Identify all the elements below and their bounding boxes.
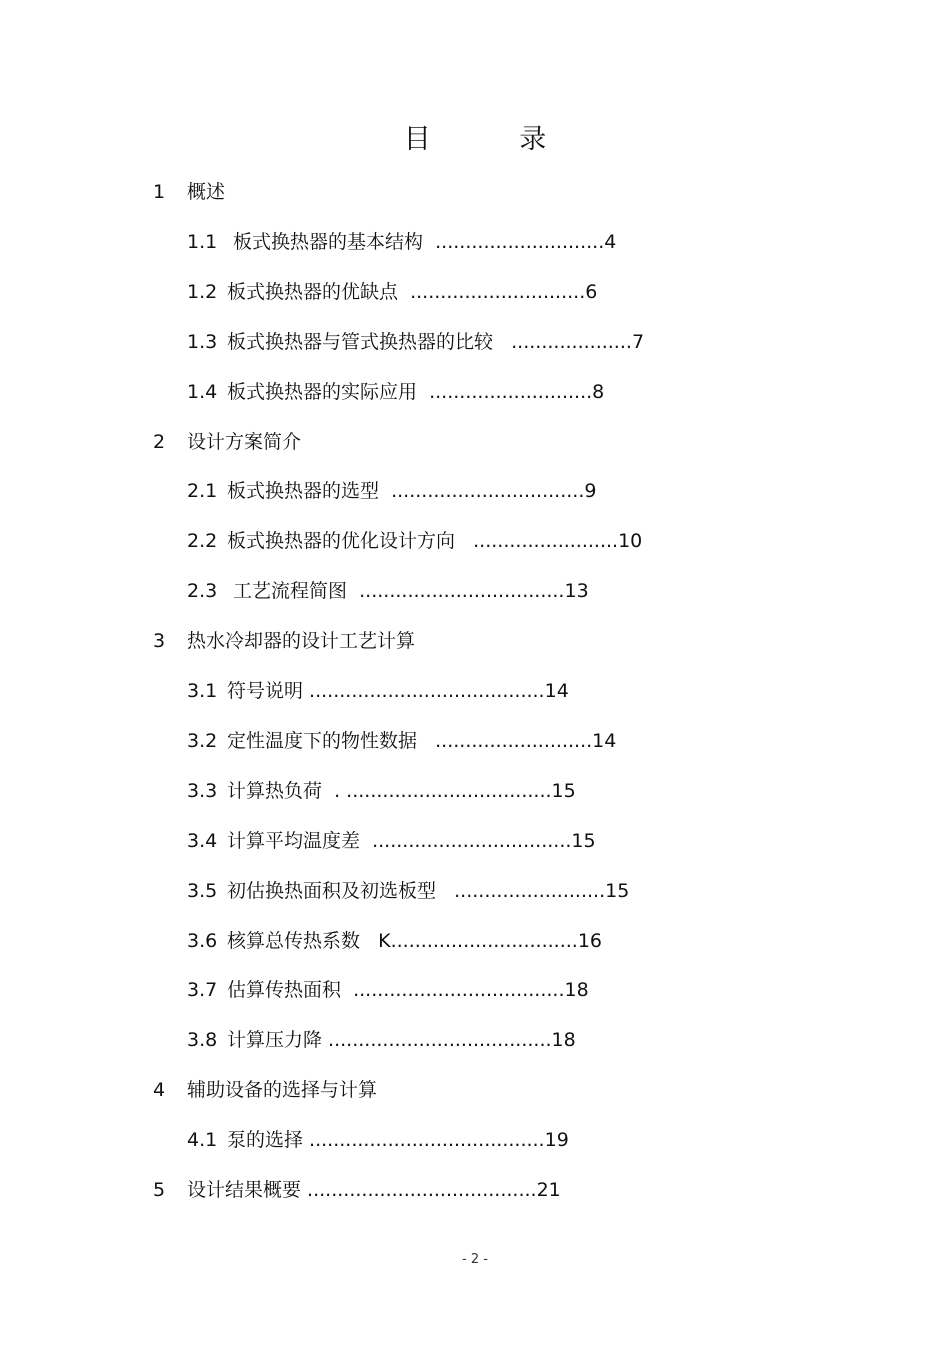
toc-entry-number: 4.1: [187, 1129, 218, 1151]
toc-entry-number: 1: [153, 181, 166, 203]
toc-subsection-entry[interactable]: [187, 1127, 569, 1153]
toc-entry-number: 3.3: [187, 780, 218, 802]
toc-entry-page-number: 4: [604, 231, 617, 253]
toc-entry-number: 3.5: [187, 880, 218, 902]
toc-entry-page-number: 8: [592, 381, 605, 403]
toc-entry-number: 2.3: [187, 580, 218, 602]
toc-entry-title: 设计方案简介: [187, 431, 302, 453]
toc-entry-number: 2.1: [187, 480, 218, 502]
toc-entry-page-number: 21: [536, 1179, 561, 1201]
toc-entry-title: 板式换热器的实际应用: [227, 381, 418, 403]
toc-entry-leader-dots: ........................: [455, 530, 619, 552]
toc-entry-title: 辅助设备的选择与计算: [187, 1079, 378, 1101]
toc-entry-number: 3.7: [187, 979, 218, 1001]
toc-section-entry[interactable]: [153, 1077, 377, 1103]
toc-entry-page-number: 16: [577, 930, 603, 952]
toc-subsection-entry[interactable]: [187, 977, 589, 1003]
toc-entry-page-number: 6: [585, 281, 598, 303]
toc-entry-title: 板式换热器与管式换热器的比较: [227, 331, 494, 353]
toc-entry-title: 计算热负荷: [227, 780, 323, 802]
toc-entry-title: 板式换热器的基本结构: [227, 231, 424, 253]
toc-entry-title: 计算平均温度差: [227, 830, 361, 852]
toc-entry-number: 3.6: [187, 930, 218, 952]
toc-entry-number: 1.3: [187, 331, 218, 353]
toc-entry-title: 概述: [187, 181, 226, 203]
toc-entry-leader-dots: ...............................: [390, 930, 578, 952]
toc-entry-leader-dots: ...........................: [417, 381, 593, 403]
toc-title: 目 录: [403, 124, 587, 155]
toc-entry-leader-dots: ......................................: [301, 1179, 537, 1201]
toc-subsection-entry[interactable]: [187, 928, 602, 954]
toc-entry-number: 5: [153, 1179, 166, 1201]
toc-entry-page-number: 15: [571, 830, 596, 852]
toc-entry-title: 估算传热面积: [227, 979, 342, 1001]
toc-entry-leader-dots: .............................: [398, 281, 586, 303]
toc-entry-page-number: 18: [551, 1029, 576, 1051]
toc-entry-title: 计算压力降: [227, 1029, 323, 1051]
toc-entry-page-number: 10: [618, 530, 643, 552]
toc-entry-leader-dots: ..........................: [417, 730, 593, 752]
toc-entry-number: 4: [153, 1079, 166, 1101]
toc-entry-page-number: 14: [592, 730, 617, 752]
toc-entry-page-number: 9: [584, 480, 597, 502]
toc-entry-leader-dots: ...................................: [341, 979, 565, 1001]
toc-entry-leader-dots: ................................: [379, 480, 585, 502]
toc-subsection-entry[interactable]: [187, 478, 596, 504]
toc-entry-title: 核算总传热系数 K: [227, 930, 391, 952]
toc-subsection-entry[interactable]: [187, 329, 644, 355]
toc-entry-page-number: 13: [564, 580, 589, 602]
toc-subsection-entry[interactable]: [187, 678, 569, 704]
toc-entry-leader-dots: ....................: [493, 331, 632, 353]
toc-entry-number: 1.2: [187, 281, 218, 303]
toc-section-entry[interactable]: [153, 429, 301, 455]
toc-section-entry[interactable]: [153, 179, 225, 205]
toc-entry-leader-dots: ............................: [423, 231, 605, 253]
toc-subsection-entry[interactable]: [187, 1027, 576, 1053]
toc-entry-number: 3.1: [187, 680, 218, 702]
toc-entry-title: 泵的选择: [227, 1129, 304, 1151]
toc-entry-title: 板式换热器的优化设计方向: [227, 530, 456, 552]
toc-entry-title: 板式换热器的选型: [227, 480, 380, 502]
toc-entry-leader-dots: .................................: [360, 830, 572, 852]
toc-entry-title: 符号说明: [227, 680, 304, 702]
toc-entry-number: 2.2: [187, 530, 218, 552]
toc-entry-number: 3.2: [187, 730, 218, 752]
toc-entry-page-number: 15: [605, 880, 630, 902]
toc-subsection-entry[interactable]: [187, 878, 629, 904]
page-number: - 2 -: [462, 1252, 488, 1267]
toc-entry-page-number: 19: [544, 1129, 569, 1151]
toc-subsection-entry[interactable]: [187, 229, 616, 255]
toc-entry-page-number: 7: [631, 331, 645, 353]
toc-entry-leader-dots: .......................................: [303, 680, 545, 702]
toc-entry-title: 工艺流程简图: [227, 580, 348, 602]
toc-entry-leader-dots: .....................................: [322, 1029, 552, 1051]
toc-entry-title: 设计结果概要: [187, 1179, 302, 1201]
toc-entry-number: 1.1: [187, 231, 218, 253]
toc-entry-leader-dots: .........................: [436, 880, 606, 902]
toc-entry-number: 3.4: [187, 830, 218, 852]
toc-subsection-entry[interactable]: [187, 528, 642, 554]
toc-entry-title: 初估换热面积及初选板型: [227, 880, 437, 902]
toc-section-entry[interactable]: [153, 628, 415, 654]
toc-entry-number: 1.4: [187, 381, 218, 403]
toc-entry-page-number: 15: [551, 780, 576, 802]
toc-entry-leader-dots: ..................................: [347, 580, 565, 602]
toc-subsection-entry[interactable]: [187, 279, 597, 305]
toc-entry-page-number: 14: [544, 680, 569, 702]
toc-entry-leader-dots: . ..................................: [322, 780, 552, 802]
toc-entry-leader-dots: .......................................: [303, 1129, 545, 1151]
toc-entry-title: 热水冷却器的设计工艺计算: [187, 630, 416, 652]
toc-subsection-entry[interactable]: [187, 379, 604, 405]
toc-entry-page-number: 18: [564, 979, 589, 1001]
toc-entry-number: 2: [153, 431, 166, 453]
toc-subsection-entry[interactable]: [187, 728, 616, 754]
toc-subsection-entry[interactable]: [187, 778, 576, 804]
toc-subsection-entry[interactable]: [187, 828, 596, 854]
toc-entry-title: 板式换热器的优缺点: [227, 281, 399, 303]
toc-entry-title: 定性温度下的物性数据: [227, 730, 418, 752]
toc-entry-number: 3: [153, 630, 166, 652]
toc-subsection-entry[interactable]: [187, 578, 589, 604]
toc-entry-number: 3.8: [187, 1029, 218, 1051]
toc-section-entry[interactable]: [153, 1177, 561, 1203]
